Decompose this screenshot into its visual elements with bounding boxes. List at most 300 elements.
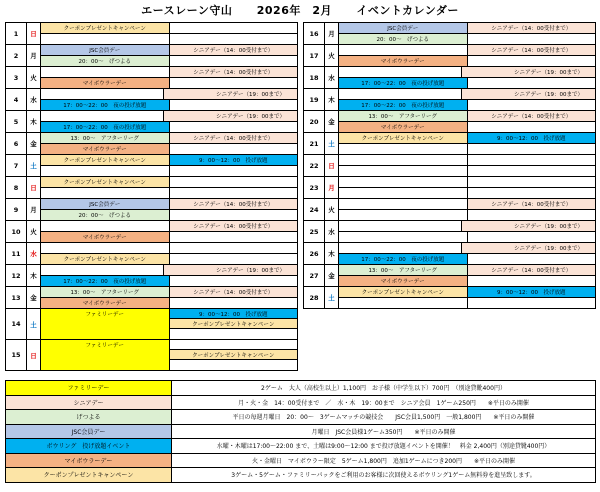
event-family: ファミリーデー [41, 309, 170, 319]
legend-description: 3ゲーム・5ゲーム・ファミリーパックをご利用のお客様に次回使えるボウリング1ゲーム無料券を進呈致します。 [172, 468, 596, 482]
day-number: 2 [6, 45, 27, 66]
event-row [339, 221, 596, 232]
event-row [41, 350, 298, 360]
event-ambr: マイボウラーデー [41, 232, 170, 243]
calendar-label: イベントカレンダー [356, 4, 459, 17]
event-row [339, 265, 596, 276]
event-e [41, 188, 170, 199]
event-e [170, 360, 299, 370]
event-night: 17：00～22：00 夜の投げ放題 [339, 254, 468, 265]
day-events [339, 133, 596, 154]
day-of-week: 木 [325, 89, 339, 110]
event-senior: シニアデー（19：00まで） [164, 89, 299, 100]
legend-description: 水曜・木曜は17:00～22:00 まで、土曜は9:00～12:00 まで投げ放題イベントを開催！ 料金 2,400円（別途貸靴400円） [172, 439, 596, 453]
event-e [339, 210, 468, 221]
day-events [41, 287, 298, 308]
day-of-week: 金 [325, 265, 339, 286]
event-ambr: マイボウラーデー [41, 298, 170, 309]
day-of-week: 日 [325, 155, 339, 176]
calendar-title [0, 2, 600, 18]
day-of-week: 土 [325, 133, 339, 154]
event-row [41, 45, 298, 56]
calendar-day-21 [304, 133, 596, 155]
event-senior: シニアデー（19：00まで） [462, 221, 597, 232]
event-row [41, 133, 298, 144]
event-night: 9：00～12：00 投げ放題 [468, 133, 597, 144]
event-e [41, 67, 170, 78]
event-senior: シニアデー（14：00受付まで） [170, 133, 299, 144]
legend-key: ボウリング 投げ放題イベント [6, 439, 172, 453]
day-events [339, 45, 596, 66]
event-row [339, 276, 596, 287]
day-events [339, 199, 596, 220]
event-e [339, 166, 468, 177]
day-number: 25 [304, 221, 325, 242]
event-senior: シニアデー（14：00受付まで） [170, 199, 299, 210]
day-number: 14 [6, 309, 27, 339]
day-number: 28 [304, 287, 325, 308]
event-gettsu: 20：00～ げつよる [41, 210, 170, 221]
day-events [339, 265, 596, 286]
day-number: 18 [304, 67, 325, 88]
event-e [41, 221, 170, 232]
day-number: 12 [6, 265, 27, 286]
day-number: 4 [6, 89, 27, 110]
day-events [339, 155, 596, 176]
day-events [339, 23, 596, 44]
event-night: 17：00～22：00 夜の投げ放題 [41, 122, 170, 133]
day-number: 7 [6, 155, 27, 176]
day-number: 17 [304, 45, 325, 66]
event-row [339, 188, 596, 199]
event-ambr: マイボウラーデー [339, 56, 468, 67]
event-e [170, 210, 299, 221]
event-e [41, 89, 164, 100]
legend-row-ambr [6, 454, 596, 469]
event-row [41, 177, 298, 188]
day-number: 26 [304, 243, 325, 264]
calendar-day-13 [6, 287, 298, 309]
legend-key: JSC会員デー [6, 425, 172, 439]
event-row [41, 232, 298, 243]
calendar-day-5 [6, 111, 298, 133]
event-e [339, 144, 468, 155]
event-yellowmerge [41, 350, 170, 360]
event-coupon: クーポンプレゼントキャンペーン [339, 133, 468, 144]
day-of-week: 火 [27, 67, 41, 88]
calendar-day-18 [304, 67, 596, 89]
event-e [170, 144, 299, 155]
event-e [339, 243, 462, 254]
day-events [41, 23, 298, 44]
day-events [41, 155, 298, 176]
event-coupon: クーポンプレゼントキャンペーン [41, 177, 170, 188]
event-legend [5, 380, 596, 483]
event-coupon: クーポンプレゼントキャンペーン [41, 23, 170, 34]
calendar-day-7 [6, 155, 298, 177]
calendar-day-2 [6, 45, 298, 67]
event-jsc: JSC会員デー [41, 199, 170, 210]
event-e [170, 100, 299, 111]
event-row [339, 298, 596, 309]
event-row [339, 56, 596, 67]
event-yellowmerge [41, 319, 170, 329]
calendar-day-15 [6, 340, 298, 371]
day-events [339, 111, 596, 132]
event-gettsu: 13：00～ アフターリーグ [41, 287, 170, 298]
day-events [41, 243, 298, 264]
legend-key: マイボウラーデー [6, 454, 172, 468]
event-e [468, 100, 597, 111]
event-e [468, 232, 597, 243]
event-e [41, 111, 164, 122]
event-row [41, 56, 298, 67]
day-of-week: 木 [27, 265, 41, 286]
calendar-day-25 [304, 221, 596, 243]
calendar-column-right [303, 22, 596, 309]
event-row [41, 100, 298, 111]
day-of-week: 木 [27, 111, 41, 132]
day-of-week: 日 [27, 23, 41, 44]
day-events [41, 133, 298, 154]
event-e [170, 254, 299, 265]
event-senior: シニアデー（14：00受付まで） [468, 45, 597, 56]
day-number: 9 [6, 199, 27, 220]
event-ambr: マイボウラーデー [41, 78, 170, 89]
day-of-week: 日 [27, 340, 41, 370]
event-e [170, 298, 299, 309]
event-senior: シニアデー（14：00受付まで） [468, 111, 597, 122]
event-night: 17：00～22：00 夜の投げ放題 [41, 100, 170, 111]
event-e [468, 276, 597, 287]
legend-key: クーポンプレゼントキャンペーン [6, 468, 172, 482]
event-e [170, 232, 299, 243]
event-e [468, 155, 597, 166]
event-ambr: マイボウラーデー [41, 144, 170, 155]
day-of-week: 水 [325, 67, 339, 88]
event-gettsu: 20：00～ げつよる [41, 56, 170, 67]
event-e [170, 188, 299, 199]
day-of-week: 月 [325, 23, 339, 44]
event-row [41, 265, 298, 276]
day-of-week: 月 [27, 45, 41, 66]
event-coupon: クーポンプレゼントキャンペーン [339, 287, 468, 298]
event-senior: シニアデー（14：00受付まで） [468, 199, 597, 210]
event-coupon: クーポンプレゼントキャンペーン [41, 254, 170, 265]
day-of-week: 金 [27, 133, 41, 154]
calendar-day-26 [304, 243, 596, 265]
event-row [339, 177, 596, 188]
event-ambr: マイボウラーデー [339, 122, 468, 133]
day-number: 6 [6, 133, 27, 154]
event-e [468, 254, 597, 265]
calendar-day-17 [304, 45, 596, 67]
event-row [41, 276, 298, 287]
calendar-day-11 [6, 243, 298, 265]
calendar-day-1 [6, 23, 298, 45]
event-e [468, 177, 597, 188]
event-night: 9：00～12：00 投げ放題 [170, 155, 299, 166]
event-e [339, 221, 462, 232]
day-events [41, 340, 298, 370]
event-row [41, 78, 298, 89]
event-coupon: クーポンプレゼントキャンペーン [41, 155, 170, 166]
day-number: 24 [304, 199, 325, 220]
day-events [339, 243, 596, 264]
event-gettsu: 13：00～ アフターリーグ [339, 111, 468, 122]
day-events [41, 111, 298, 132]
event-row [339, 155, 596, 166]
event-row [339, 100, 596, 111]
event-row [339, 166, 596, 177]
event-e [339, 177, 468, 188]
event-row [41, 210, 298, 221]
event-e [468, 78, 597, 89]
event-e [41, 34, 170, 45]
event-night: 9：00～12：00 投げ放題 [170, 309, 299, 319]
event-row [339, 144, 596, 155]
calendar-day-10 [6, 221, 298, 243]
event-e [170, 340, 299, 350]
day-events [339, 177, 596, 198]
event-senior: シニアデー（19：00まで） [462, 89, 597, 100]
event-e [339, 155, 468, 166]
event-e [339, 199, 468, 210]
calendar-day-9 [6, 199, 298, 221]
event-row [41, 309, 298, 319]
day-of-week: 火 [27, 221, 41, 242]
event-row [41, 298, 298, 309]
event-gettsu: 13：00～ アフターリーグ [339, 265, 468, 276]
day-of-week: 火 [325, 45, 339, 66]
event-row [41, 166, 298, 177]
event-row [41, 122, 298, 133]
day-of-week: 金 [325, 111, 339, 132]
day-number: 10 [6, 221, 27, 242]
calendar-day-27 [304, 265, 596, 287]
event-e [170, 243, 299, 254]
event-row [41, 360, 298, 370]
event-row [41, 34, 298, 45]
day-events [41, 265, 298, 286]
legend-description: 火・金曜日 マイボウラー限定 5ゲーム1,800円 追加1ゲームにつき200円 ※平日のみ開催 [172, 454, 596, 468]
event-row [41, 67, 298, 78]
event-e [41, 243, 170, 254]
legend-key: シニアデー [6, 396, 172, 410]
day-events [41, 221, 298, 242]
event-e [339, 45, 468, 56]
event-row [339, 254, 596, 265]
calendar-day-28 [304, 287, 596, 309]
venue-name: エースレーン守山 [141, 4, 233, 17]
event-row [339, 210, 596, 221]
event-e [170, 276, 299, 287]
event-row [339, 133, 596, 144]
event-ambr: マイボウラーデー [339, 276, 468, 287]
event-coupon: クーポンプレゼントキャンペーン [170, 319, 299, 329]
event-row [339, 199, 596, 210]
day-events [41, 67, 298, 88]
day-events [41, 89, 298, 110]
day-number: 3 [6, 67, 27, 88]
event-senior: シニアデー（19：00まで） [462, 243, 597, 254]
event-e [170, 56, 299, 67]
event-gettsu: 13：00～ アフターリーグ [41, 133, 170, 144]
legend-description: 月曜日 JSC会員様1ゲーム350円 ※平日のみ開催 [172, 425, 596, 439]
calendar-day-4 [6, 89, 298, 111]
event-e [339, 298, 468, 309]
event-row [41, 199, 298, 210]
event-senior: シニアデー（14：00受付まで） [468, 23, 597, 34]
day-events [339, 221, 596, 242]
event-e [468, 56, 597, 67]
event-senior: シニアデー（14：00受付まで） [170, 287, 299, 298]
event-row [339, 232, 596, 243]
event-e [468, 166, 597, 177]
event-e [170, 166, 299, 177]
event-row [339, 67, 596, 78]
day-events [41, 45, 298, 66]
event-jsc: JSC会員デー [339, 23, 468, 34]
calendar-day-16 [304, 23, 596, 45]
day-number: 15 [6, 340, 27, 370]
event-row [41, 89, 298, 100]
event-e [468, 122, 597, 133]
event-row [41, 243, 298, 254]
legend-row-jsc [6, 425, 596, 440]
legend-description: 月・火・金 14：00受付まで ／ 水・木 19：00まで シニア会員 1ゲーム250円 ※平日のみ開催 [172, 396, 596, 410]
day-number: 11 [6, 243, 27, 264]
day-number: 8 [6, 177, 27, 198]
event-e [41, 166, 170, 177]
legend-description: 2ゲーム 大人（高校生以上）1,100円 お子様（中学生以下）700円 （別途貸靴400円） [172, 381, 596, 395]
event-e [468, 298, 597, 309]
event-e [170, 177, 299, 188]
event-night: 17：00～22：00 夜の投げ放題 [41, 276, 170, 287]
legend-row-gettsu [6, 410, 596, 425]
event-senior: シニアデー（19：00まで） [462, 67, 597, 78]
event-e [339, 232, 468, 243]
event-e [170, 34, 299, 45]
event-night: 17：00～22：00 夜の投げ放題 [339, 100, 468, 111]
day-number: 22 [304, 155, 325, 176]
event-coupon: クーポンプレゼントキャンペーン [170, 350, 299, 360]
event-e [468, 188, 597, 199]
day-events [339, 287, 596, 308]
event-row [41, 254, 298, 265]
event-e [41, 265, 164, 276]
event-night: 9：00～12：00 投げ放題 [468, 287, 597, 298]
event-senior: シニアデー（14：00受付まで） [170, 67, 299, 78]
month-label: 2026年 2月 [256, 4, 333, 17]
event-row [41, 155, 298, 166]
event-gettsu: 20：00～ げつよる [339, 34, 468, 45]
day-number: 20 [304, 111, 325, 132]
calendar-day-22 [304, 155, 596, 177]
event-e [468, 34, 597, 45]
event-row [339, 122, 596, 133]
calendar-day-6 [6, 133, 298, 155]
day-number: 16 [304, 23, 325, 44]
day-of-week: 火 [325, 199, 339, 220]
calendar-day-24 [304, 199, 596, 221]
day-number: 1 [6, 23, 27, 44]
day-of-week: 月 [27, 199, 41, 220]
calendar-column-left [5, 22, 298, 371]
event-row [339, 45, 596, 56]
event-family: ファミリーデー [41, 340, 170, 350]
day-of-week: 水 [27, 243, 41, 264]
legend-row-coupon [6, 468, 596, 483]
day-events [41, 177, 298, 198]
event-row [339, 111, 596, 122]
calendar-day-14 [6, 309, 298, 340]
event-row [339, 34, 596, 45]
event-e [170, 329, 299, 339]
event-row [339, 78, 596, 89]
event-row [41, 287, 298, 298]
event-senior: シニアデー（14：00受付まで） [170, 45, 299, 56]
event-e [170, 23, 299, 34]
event-jsc: JSC会員デー [41, 45, 170, 56]
event-e [339, 188, 468, 199]
event-row [41, 319, 298, 329]
day-of-week: 木 [325, 243, 339, 264]
event-row [41, 188, 298, 199]
event-e [339, 67, 462, 78]
event-row [41, 111, 298, 122]
day-of-week: 水 [325, 221, 339, 242]
event-yellowmerge [41, 360, 170, 370]
day-of-week: 土 [27, 309, 41, 339]
legend-row-senior [6, 396, 596, 411]
event-row [41, 23, 298, 34]
calendar-day-20 [304, 111, 596, 133]
event-senior: シニアデー（14：00受付まで） [170, 221, 299, 232]
day-number: 21 [304, 133, 325, 154]
event-row [339, 23, 596, 34]
day-events [41, 199, 298, 220]
event-row [41, 329, 298, 339]
legend-key: げつよる [6, 410, 172, 424]
event-row [41, 340, 298, 350]
event-row [339, 243, 596, 254]
day-of-week: 金 [27, 287, 41, 308]
event-row [41, 221, 298, 232]
event-senior: シニアデー（19：00まで） [164, 265, 299, 276]
day-events [41, 309, 298, 339]
event-row [339, 89, 596, 100]
day-of-week: 日 [27, 177, 41, 198]
day-number: 5 [6, 111, 27, 132]
legend-row-family [6, 381, 596, 396]
day-of-week: 土 [27, 155, 41, 176]
event-row [339, 287, 596, 298]
calendar-day-23 [304, 177, 596, 199]
legend-row-night [6, 439, 596, 454]
calendar-day-8 [6, 177, 298, 199]
day-of-week: 水 [27, 89, 41, 110]
event-senior: シニアデー（19：00まで） [164, 111, 299, 122]
calendar-day-12 [6, 265, 298, 287]
event-night: 17：00～22：00 夜の投げ放題 [339, 78, 468, 89]
legend-key: ファミリーデー [6, 381, 172, 395]
day-of-week: 土 [325, 287, 339, 308]
event-e [170, 78, 299, 89]
event-yellowmerge [41, 329, 170, 339]
event-e [339, 89, 462, 100]
event-row [41, 144, 298, 155]
